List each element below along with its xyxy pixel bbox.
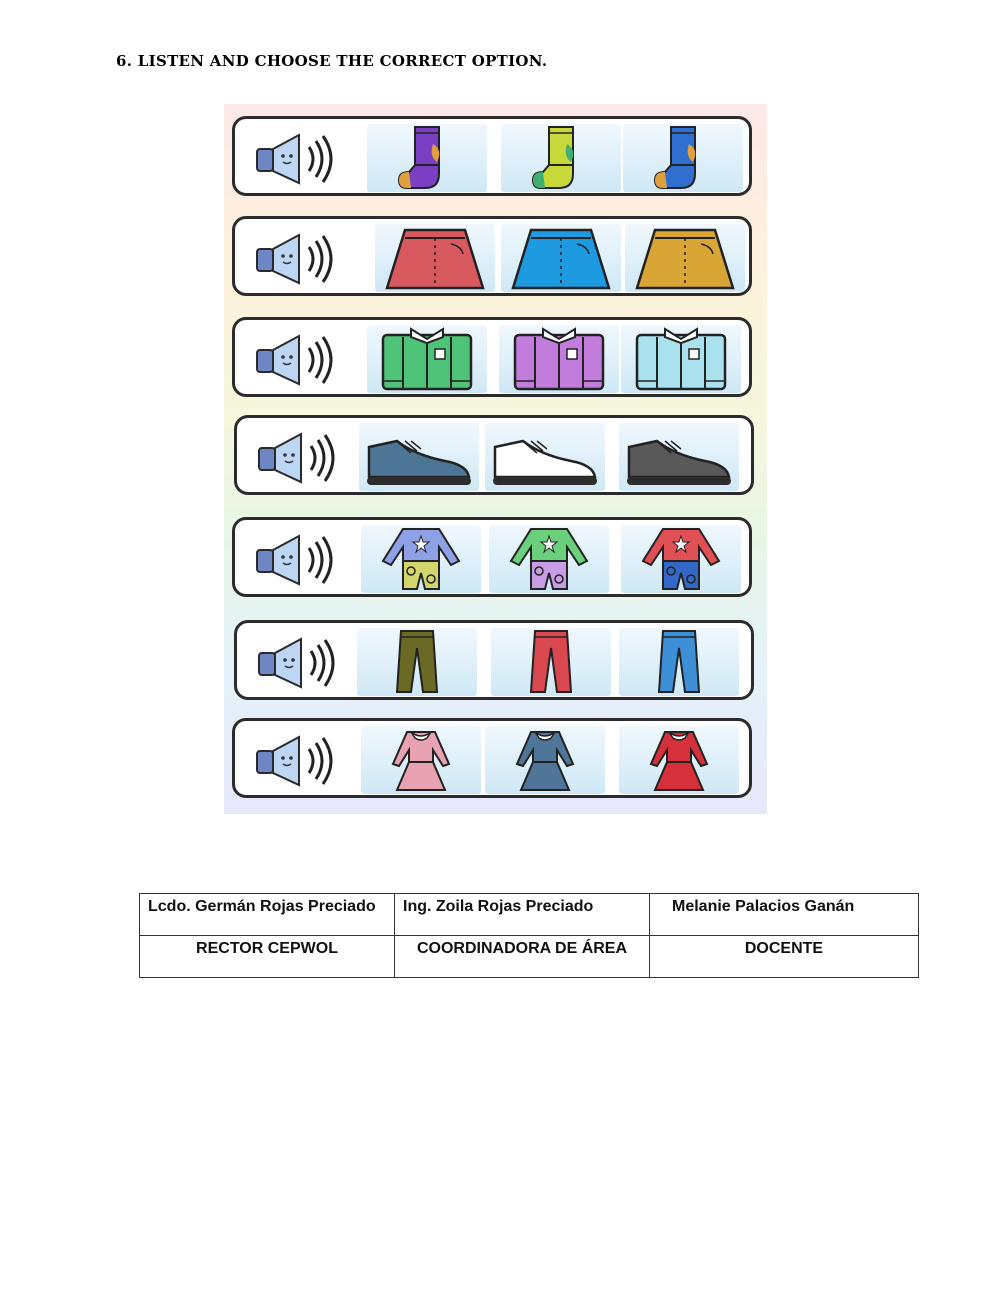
option-pants-2[interactable] [491,628,611,696]
exercise-row-pants [234,620,754,700]
option-dress-1[interactable] [361,726,481,794]
option-dress-2[interactable] [485,726,605,794]
signature-name-teacher: Melanie Palacios Ganán [650,894,919,936]
option-pajamas-1[interactable] [361,525,481,593]
option-skirt-1[interactable] [375,224,495,292]
option-skirt-2[interactable] [501,224,621,292]
exercise-row-skirts [232,216,752,296]
signature-role-teacher: DOCENTE [650,936,919,978]
option-socks-1[interactable] [367,124,487,192]
signature-roles-row [140,936,919,978]
option-pants-3[interactable] [619,628,739,696]
speaker-icon[interactable] [255,231,337,287]
signature-role-rector: RECTOR CEPWOL [140,936,395,978]
option-socks-3[interactable] [623,124,743,192]
option-pajamas-2[interactable] [489,525,609,593]
exercise-instruction: 6. LISTEN AND CHOOSE THE CORRECT OPTION. [116,52,548,70]
exercise-row-shoes [234,415,754,495]
exercise-row-pajamas [232,517,752,597]
option-shirt-1[interactable] [367,325,487,393]
exercise-row-socks [232,116,752,196]
signature-role-coordinator: COORDINADORA DE ÁREA [395,936,650,978]
option-dress-3[interactable] [619,726,739,794]
signature-names-row [140,894,919,936]
option-pajamas-3[interactable] [621,525,741,593]
signature-table [139,893,919,978]
listening-exercise [224,104,767,814]
option-shirt-2[interactable] [499,325,619,393]
option-shoes-3[interactable] [619,423,739,491]
exercise-row-dresses [232,718,752,798]
option-shoes-1[interactable] [359,423,479,491]
speaker-icon[interactable] [255,131,337,187]
speaker-icon[interactable] [255,733,337,789]
option-skirt-3[interactable] [625,224,745,292]
option-shoes-2[interactable] [485,423,605,491]
exercise-row-shirts [232,317,752,397]
signature-name-coordinator: Ing. Zoila Rojas Preciado [395,894,650,936]
speaker-icon[interactable] [255,532,337,588]
speaker-icon[interactable] [257,635,339,691]
option-socks-2[interactable] [501,124,621,192]
signature-name-rector: Lcdo. Germán Rojas Preciado [140,894,395,936]
speaker-icon[interactable] [257,430,339,486]
option-shirt-3[interactable] [621,325,741,393]
option-pants-1[interactable] [357,628,477,696]
speaker-icon[interactable] [255,332,337,388]
